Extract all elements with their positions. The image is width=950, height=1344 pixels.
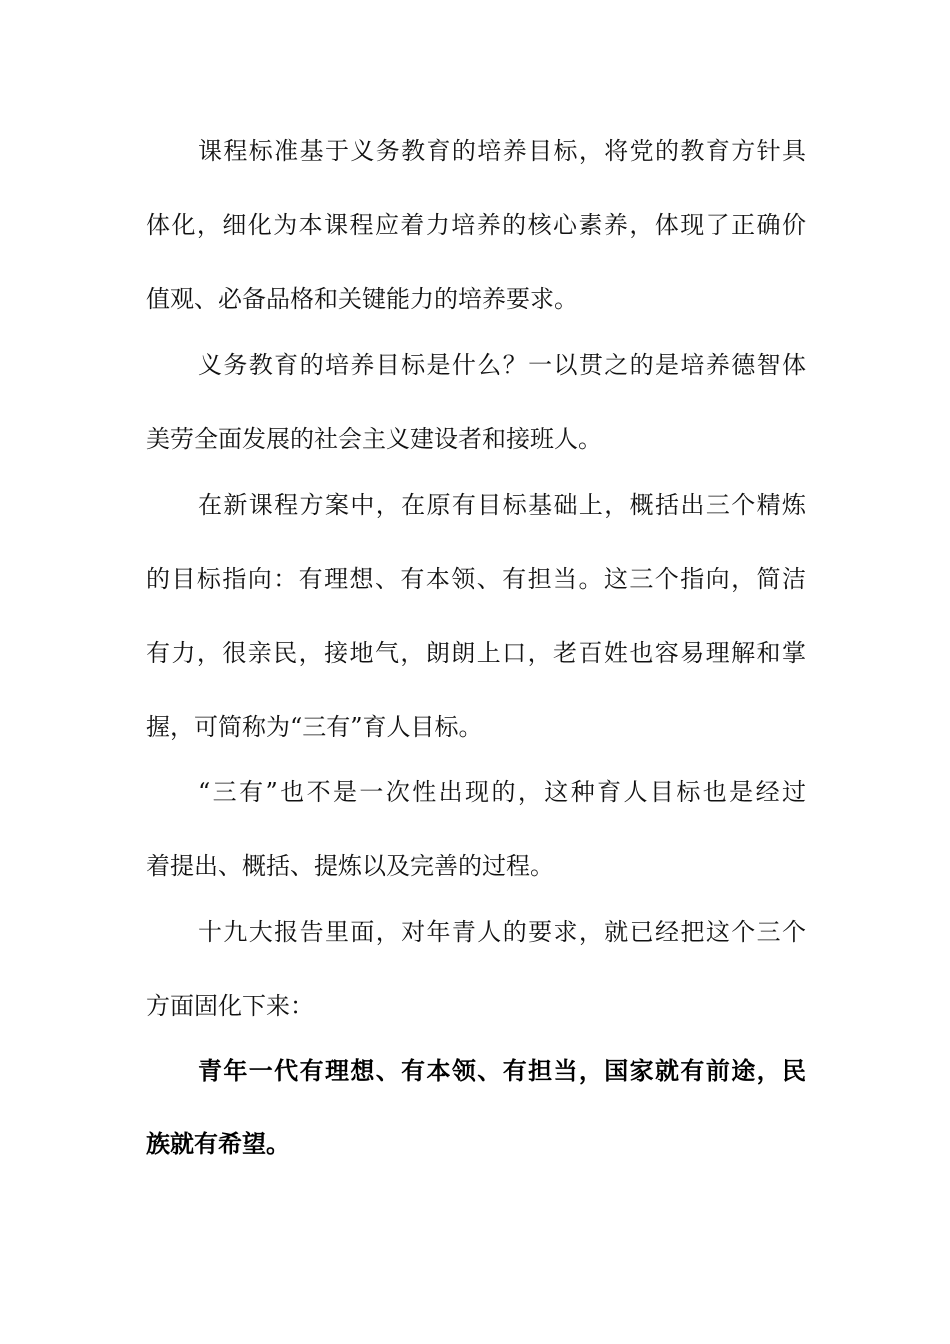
paragraph-3-line-2: 的目标指向：有理想、有本领、有担当。这三个指向，简洁 — [146, 565, 806, 593]
paragraph-3-line-4: 握，可简称为“三有”育人目标。 — [146, 713, 483, 741]
paragraph-5-line-2: 方面固化下来： — [146, 992, 314, 1020]
paragraph-1-line-1: 课程标准基于义务教育的培养目标，将党的教育方针具 — [198, 137, 806, 165]
paragraph-6-line-1: 青年一代有理想、有本领、有担当，国家就有前途，民 — [198, 1057, 806, 1085]
paragraph-4-line-1: “三有”也不是一次性出现的，这种育人目标也是经过 — [198, 778, 806, 806]
paragraph-1-line-2: 体化，细化为本课程应着力培养的核心素养，体现了正确价 — [146, 211, 806, 239]
paragraph-3-line-1: 在新课程方案中，在原有目标基础上，概括出三个精炼 — [198, 491, 806, 519]
paragraph-2-line-1: 义务教育的培养目标是什么？一以贯之的是培养德智体 — [198, 351, 806, 379]
paragraph-3-line-3: 有力，很亲民，接地气，朗朗上口，老百姓也容易理解和掌 — [146, 639, 806, 667]
paragraph-2-line-2: 美劳全面发展的社会主义建设者和接班人。 — [146, 425, 602, 453]
paragraph-4-line-2: 着提出、概括、提炼以及完善的过程。 — [146, 852, 554, 880]
paragraph-6-line-2: 族就有希望。 — [146, 1130, 290, 1158]
paragraph-5-line-1: 十九大报告里面，对年青人的要求，就已经把这个三个 — [198, 918, 806, 946]
paragraph-1-line-3: 值观、必备品格和关键能力的培养要求。 — [146, 285, 578, 313]
